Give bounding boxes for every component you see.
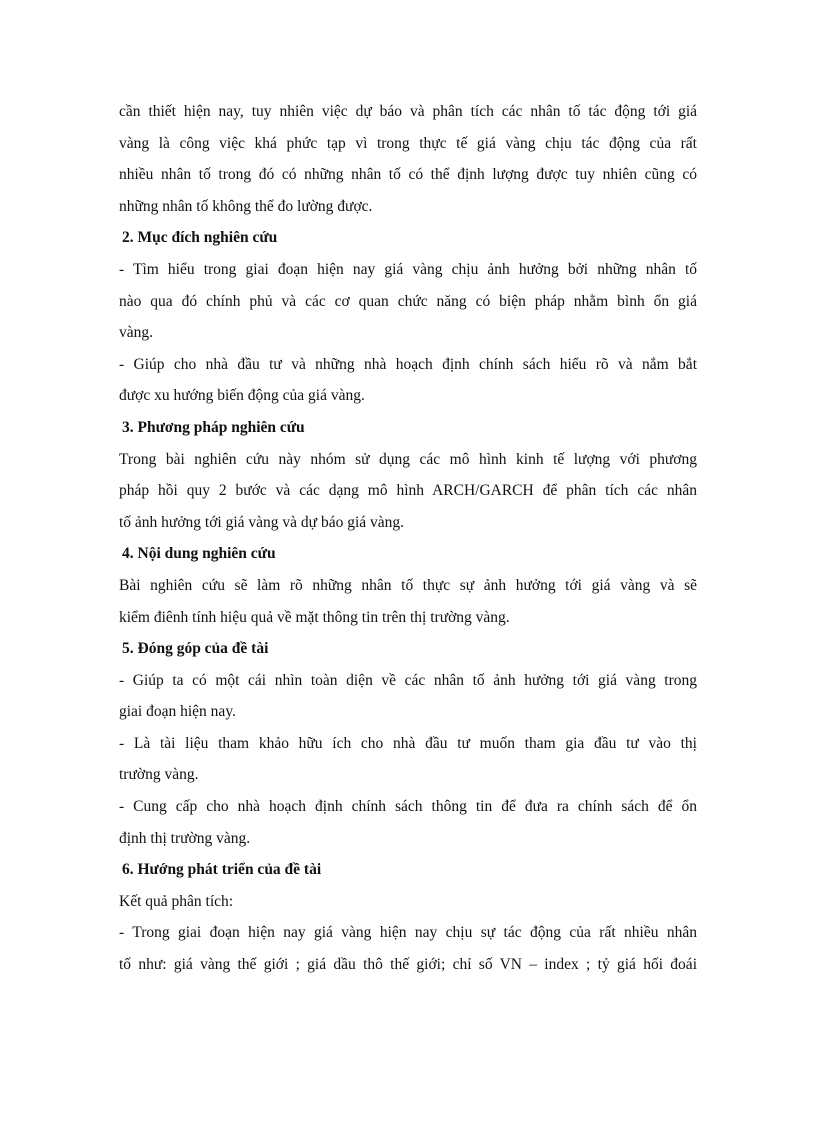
section-contribution bbox=[119, 633, 697, 854]
text-line: vàng là công việc khá phức tạp vì trong thực tế giá vàng chịu tác động của rất bbox=[119, 134, 697, 152]
text-line: được xu hướng biến động của giá vàng. bbox=[119, 387, 365, 405]
section-purpose bbox=[119, 222, 697, 412]
text-line: tố như: giá vàng thế giới ; giá dầu thô thế giới; chỉ số VN – index ; tỷ giá hối đoái bbox=[119, 956, 697, 974]
text-line: trường vàng. bbox=[119, 766, 199, 784]
section-heading: 6. Hướng phát triển của đề tài bbox=[122, 861, 322, 879]
text-line: - Là tài liệu tham khảo hữu ích cho nhà đầu tư muốn tham gia đầu tư vào thị bbox=[119, 734, 697, 752]
text-line: những nhân tố không thể đo lường được. bbox=[119, 197, 373, 215]
section-content bbox=[119, 538, 697, 633]
section-methodology bbox=[119, 412, 697, 538]
text-line: kiểm điênh tính hiệu quả về mặt thông tin trên thị trường vàng. bbox=[119, 608, 510, 626]
text-line: nhiều nhân tố trong đó có những nhân tố có thể định lượng được tuy nhiên cũng có bbox=[119, 166, 697, 184]
text-line: Kết quả phân tích: bbox=[119, 892, 234, 910]
section-heading: 4. Nội dung nghiên cứu bbox=[122, 545, 276, 563]
text-line: pháp hồi quy 2 bước và các dạng mô hình ARCH/GARCH để phân tích các nhân bbox=[119, 482, 697, 500]
text-line: cần thiết hiện nay, tuy nhiên việc dự báo và phân tích các nhân tố tác động tới giá bbox=[119, 103, 697, 120]
text-line: - Trong giai đoạn hiện nay giá vàng hiện nay chịu sự tác động của rất nhiều nhân bbox=[119, 924, 697, 942]
text-line: - Giúp cho nhà đầu tư và những nhà hoạch định chính sách hiểu rõ và nắm bắt bbox=[119, 355, 697, 373]
text-line: - Tìm hiểu trong giai đoạn hiện nay giá vàng chịu ảnh hưởng bởi những nhân tố bbox=[119, 260, 697, 278]
intro-paragraph bbox=[119, 96, 697, 222]
text-line: vàng. bbox=[119, 324, 154, 342]
text-line: - Giúp ta có một cái nhìn toàn diện về các nhân tố ảnh hưởng tới giá vàng trong bbox=[119, 671, 697, 689]
section-heading: 2. Mục đích nghiên cứu bbox=[122, 229, 278, 247]
text-line: định thị trường vàng. bbox=[119, 829, 251, 847]
text-line: giai đoạn hiện nay. bbox=[119, 703, 236, 721]
text-line: Trong bài nghiên cứu này nhóm sử dụng các mô hình kinh tế lượng với phương bbox=[119, 450, 697, 468]
text-line: Bài nghiên cứu sẽ làm rõ những nhân tố thực sự ảnh hưởng tới giá vàng và sẽ bbox=[119, 576, 697, 594]
section-heading: 3. Phương pháp nghiên cứu bbox=[122, 418, 305, 436]
section-development bbox=[119, 854, 697, 980]
text-line: nào qua đó chính phủ và các cơ quan chức năng có biện pháp nhằm bình ổn giá bbox=[119, 292, 697, 310]
section-heading: 5. Đóng góp của đề tài bbox=[122, 640, 269, 658]
document-page bbox=[119, 96, 697, 981]
text-line: - Cung cấp cho nhà hoạch định chính sách thông tin để đưa ra chính sách để ổn bbox=[119, 798, 697, 816]
text-line: tố ảnh hưởng tới giá vàng và dự báo giá vàng. bbox=[119, 513, 405, 531]
